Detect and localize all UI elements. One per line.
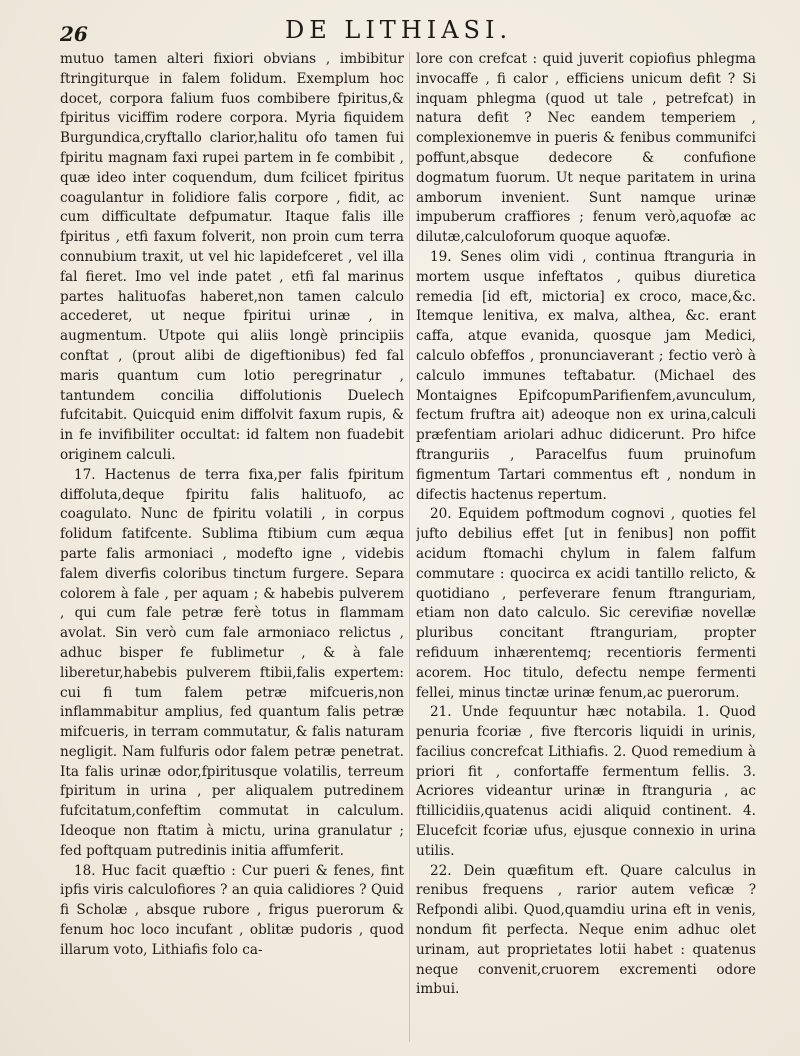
page-header xyxy=(60,16,760,50)
paragraph: 22. Dein quæfitum eft. Quare calculus in renibus frequens , rarior autem veficæ ? Refpondi alibi. Quod,quamdiu urina eft in venis, nondum fit perfecta. Neque enim adhuc olet urinam, aut proprietates lotii habet : quatenus neque convenit,cruorem excrementi odore imbui. xyxy=(416,862,756,998)
running-title: DE LITHIASI. xyxy=(285,16,513,44)
paragraph: 17. Hactenus de terra fixa,per falis fpiritum diffoluta,deque fpiritu falis halituofo, ac coagulato. Nunc de fpiritu volatili , in corpus folidum fatifcente. Sublima ftibium cum æqua parte falis armoniaci , modefto igne , videbis falem diverfis coloribus tinctum furgere. Separa colorem à fale , per aquam ; & habebis pulverem , qui cum fale petræ ferè totus in flammam avolat. Sin verò cum fale armoniaco relictus , adhuc bisper fe fublimetur , & à fale liberetur,habebis pulverem ftibii,falis expertem: cui fi tum falem petræ mifcueris,non inflammabitur amplius, fed quantum falis petræ mifcueris, in terram commutatur, & falis naturam negligit. Nam fulfuris odor falem petræ penetrat. Ita falis urinæ odor,fpiritusque volatilis, terreum fpiritum in urina , per aliqualem putredinem fufcitatum,confeftim commutat in calculum. Ideoque non ftatim à mictu, urina granulatur ; fed poftquam putredinis initia affumferit. xyxy=(60,466,404,859)
paragraph: 21. Unde fequuntur hæc notabila. 1. Quod penuria fcoriæ , five ftercoris liquidi in urinis, facilius concrefcat Lithiafis. 2. Quod remedium à priori fit , confortaffe fermentum fellis. 3. Acriores videantur urinæ in ftranguria , ac ftillicidiis,quatenus acidi aliquid continent. 4. Elucefcit fcoriæ ufus, ejusque connexio in urina utilis. xyxy=(416,704,756,859)
page-number: 26 xyxy=(60,22,88,46)
paragraph: mutuo tamen alteri fixiori obvians , imbibitur ftringiturque in falem folidum. Exemplum hoc docet, corpora falium fuos combibere fpiritus,& fpiritus viciffim rodere corpora. Myria fiquidem Burgundica,cryftallo clarior,halitu ofo tamen fui fpiritu magnam faxi rupei partem in fe combibit , quæ ideo inter coquendum, dum fcilicet fpiritus coagulantur in folidiore falis corpore , fidit, ac cum difficultate defpumatur. Itaque falis ille fpiritus , etfi faxum folverit, non proin cum terra connubium traxit, ut vel hic lapidefceret , vel illa fal fieret. Imo vel inde patet , etfi fal marinus partes halituofas haberet,non tamen calculo accederet, ut neque fpiritui urinæ , in augmentum. Utpote qui aliis longè principiis conftat , (prout alibi de digeftionibus) fed fal maris quantum cum lotio peregrinatur , tantundem concilia diffolutionis Duelech fufcitabit. Quicquid enim diffolvit faxum rupis, & in fe invifibiliter occultat: id faltem non fuadebit originem calculi. xyxy=(60,51,404,463)
left-column xyxy=(60,50,404,1040)
paragraph: lore con crefcat : quid juverit copiofius phlegma invocaffe , fi calor , efficiens unicum defit ? Si inquam phlegma (quod ut tale , petrefcat) in natura defit ? Nec eandem temperiem , complexionemve in pueris & fenibus communifci poffunt,absque dedecore & confufione dogmatum fuorum. Ut neque paritatem in urina amborum invenient. Sunt namque urinæ impuberum craffiores ; fenum verò,aquofæ ac dilutæ,calculoforum quoque aquofæ. xyxy=(416,51,756,246)
column-divider xyxy=(409,52,410,1042)
paragraph: 18. Huc facit quæftio : Cur pueri & fenes, fint ipfis viris calculofiores ? an quia calidiores ? Quid fi Scholæ , absque rubore , frigus puerorum & fenum hoc loco incufant , oblitæ pudoris , quod illarum voto, Lithiafis folo ca- xyxy=(60,862,404,958)
paragraph: 20. Equidem poftmodum cognovi , quoties fel jufto debilius effet [ut in fenibus] non poffit acidum ftomachi chylum in falem falfum commutare : quocirca ex acidi tantillo relicto, & quotidiano , perfeverare fenum ftranguriam, etiam non dato calculo. Sic cerevifiæ novellæ pluribus concitant ftranguriam, propter refiduum inhærentemq; recentioris fermenti acorem. Hoc titulo, defectu nempe fermenti fellei, minus tinctæ urinæ fenum,ac puerorum. xyxy=(416,506,756,701)
right-column xyxy=(416,50,756,1040)
paragraph: 19. Senes olim vidi , continua ftranguria in mortem usque infeftatos , quibus diuretica remedia [id eft, mictoria] ex croco, mace,&c. Itemque lenitiva, ex malva, althea, &c. erant caffa, atque evanida, quosque jam Medici, calculo obfeffos , pronunciaverant ; fectio verò à calculo immunes teftabatur. (Michael des Montaignes EpifcopumParifienfem,avunculum, fectum fruftra ait) adeoque non ex urina,calculi præfentiam ariolari adhuc didicerunt. Pro hifce ftranguriis , Paracelfus fuum pruinofum figmentum Tartari commentus eft , nondum in difectis hactenus repertum. xyxy=(416,248,756,503)
